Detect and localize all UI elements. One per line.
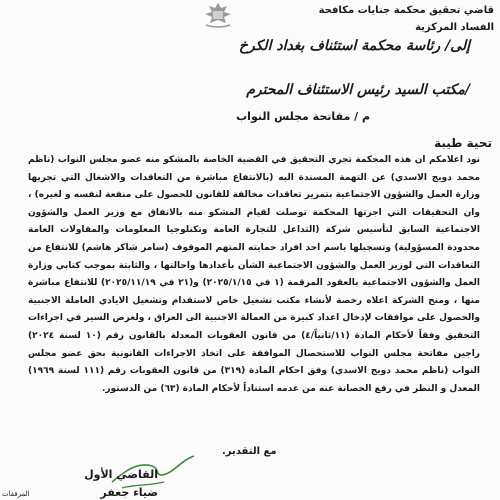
signer-title: القاضي الأول [84, 468, 158, 481]
org-line: قاضي تحقيق محكمة جنايات مكافحة [318, 5, 494, 16]
attachments-label: المرفقات [2, 490, 30, 498]
subject-line: م / مفاتحة مجلس النواب [236, 110, 370, 123]
attention-line: /مكتب السيد رئيس الاستئناف المحترم [246, 82, 470, 98]
addressee: إلى/ رئاسة محكمة استئناف بغداد الكرخ [238, 38, 470, 54]
signer-name: ضياء جعفر [100, 486, 158, 499]
iraq-emblem-icon [196, 0, 240, 30]
greeting: تحية طيبة [434, 136, 492, 150]
letter-body: نود اعلامكم ان هذه المحكمة تجري التحقيق في القضية الخاصة بالمشكو منه عضو مجلس النواب (ناظم محمد دويج الاسدي) عن التهمة المسندة اليه (بالانتفاع مباشرة من التعاقدات والاشغال التي تجريها وزارة العمل والشؤون الاجتماعية بتمرير تعاقدات مخالفة للقانون للحصول على منفعة لنفسه و لغيره) ، وان التحقيقات التي اجرتها المحكمة توصلت لقيام المشكو منه بالاتفاق مع وزير العمل والشؤون الاجتماعية السابق لتأسيس شركة (التداعل للتجارة العامة وتكنلوجيا المعلومات والمقاولات العامة محدودة المسؤولية) وتسجيلها باسم احد افراد حمايته المتهم الموقوف (سامر شاكر هاشم) للانتفاع من التعاقدات التي لوزير العمل والشؤون الاجتماعية الشأن بأعدادها واحالتها ، والثابتة بموجب كتابي وزارة العمل والشؤون الاجتماعية بالعقود المرقمة (١ في ٢٠٢٥/١/١٥) و(٢١ في ٢٠٢٥/١١/١٩) للانتفاع مباشرة منها ، ومنح الشركة اعلاه رخصة لأنشاء مكتب تشغيل خاص لاستقدام وتشغيل الايادي العاملة الاجنبية والحصول على موافقات لإدخال اعداد كبيرة من العمالة الاجنبية الى العراق ، ولغرض السير في اجراءات التحقيق وفقاً لأحكام المادة (١١/ثانياً/٤) من قانون العقوبات المعدلة بالقانون رقم (١٠ لسنة ٢٠٢٤) راجين مفاتحة مجلس النواب للاستحصال الموافقة على اتخاذ الاجراءات القانونية بحق عضو مجلس النواب (ناظم محمد دويج الاسدي) وفق احكام المادة (٣١٩) من قانون العقوبات رقم (١١١ لسنة ١٩٦٩) المعدل و النظر في رفع الحصانة عنه من عدمه استناداً لأحكام المادة (٦٣) من الدستور. [28, 155, 481, 394]
header-org [244, 2, 494, 36]
org-line: الفساد المركزية [415, 22, 494, 33]
closing-line: مع التقدير. [222, 446, 277, 457]
